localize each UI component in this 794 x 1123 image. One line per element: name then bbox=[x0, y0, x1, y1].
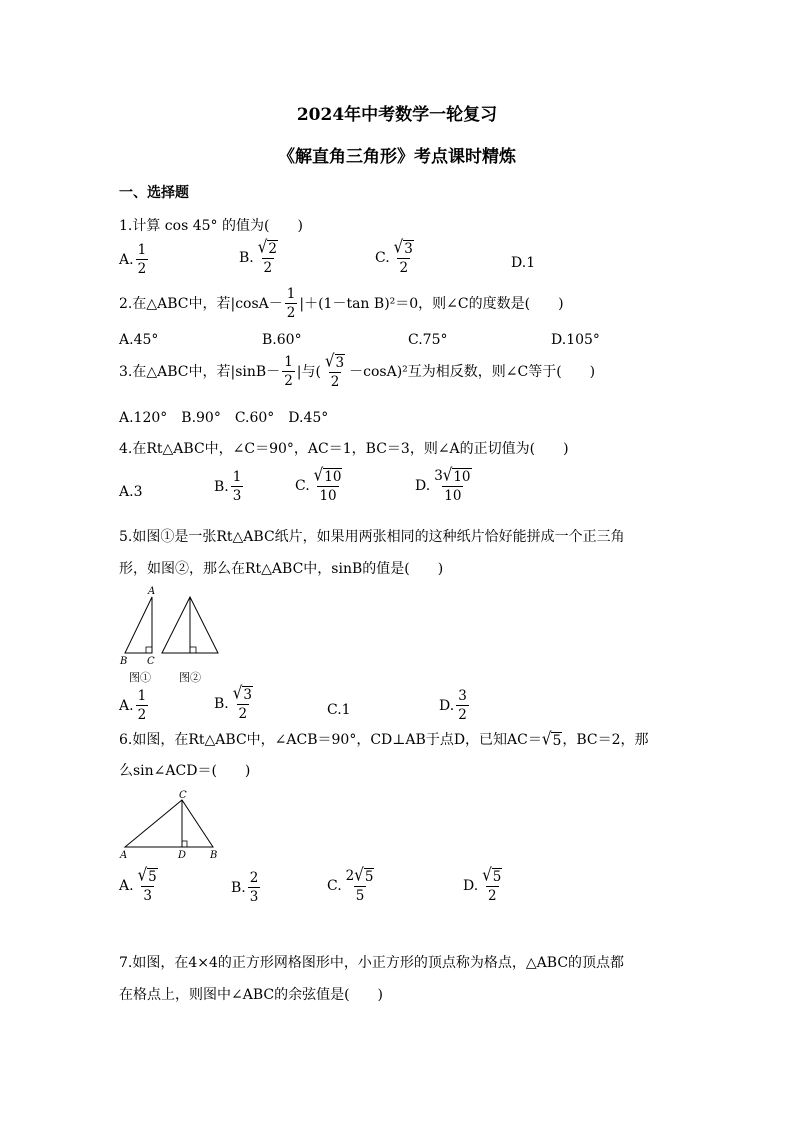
numerator: 1 bbox=[286, 286, 296, 302]
question-7-stem-line1: 7.如图，在4×4的正方形网格图形中，小正方形的顶点称为格点，△ABC的顶点都 bbox=[119, 955, 625, 971]
option-label: A. bbox=[119, 484, 134, 500]
stem-part: ，BC＝2，那 bbox=[562, 732, 649, 749]
option-label: D. bbox=[463, 877, 479, 894]
option-label: C. bbox=[327, 877, 342, 894]
question-4-option-c bbox=[295, 464, 346, 505]
figure-label-b: B bbox=[210, 850, 218, 861]
option-fraction bbox=[312, 464, 345, 505]
stem-fraction bbox=[285, 287, 298, 320]
radicand: 5 bbox=[364, 869, 374, 885]
denominator: 10 bbox=[319, 488, 337, 505]
question-1-stem: 1.计算 cos 45° 的值为( ) bbox=[119, 218, 303, 234]
question-6-stem-line1 bbox=[119, 728, 649, 750]
stem-fraction bbox=[282, 355, 295, 388]
numerator: √ 3 bbox=[324, 350, 345, 372]
question-6-option-b bbox=[231, 871, 262, 904]
numerator: 3 bbox=[458, 688, 467, 704]
denominator: 3 bbox=[143, 888, 152, 905]
question-4-option-b bbox=[214, 470, 245, 503]
coefficient: 3 bbox=[434, 468, 443, 484]
numerator: √ 3 bbox=[393, 236, 413, 258]
figure-label-a: A bbox=[120, 850, 128, 861]
option-label: D. bbox=[415, 477, 431, 494]
option-text: 45° bbox=[133, 332, 159, 348]
option-fraction bbox=[136, 243, 149, 276]
option-fraction bbox=[136, 689, 149, 722]
option-label: A. bbox=[119, 877, 134, 894]
question-3-stem bbox=[119, 350, 596, 391]
stem-part: 3.在△ABC中，若|sinB－ bbox=[119, 363, 281, 380]
denominator: 2 bbox=[458, 707, 467, 724]
question-4-stem: 4.在Rt△ABC中，∠C＝90°，AC＝1，BC＝3，则∠A的正切值为( ) bbox=[119, 441, 569, 457]
question-5-option-a bbox=[119, 689, 150, 722]
denominator: 2 bbox=[137, 261, 147, 278]
numerator: √ 5 bbox=[137, 864, 157, 886]
numerator: 1 bbox=[137, 688, 147, 704]
numerator: 3 √ 10 bbox=[434, 464, 471, 486]
question-6-option-c bbox=[327, 864, 378, 905]
question-6-option-d bbox=[463, 864, 506, 905]
option-label: B. bbox=[231, 879, 246, 896]
question-1-option-c bbox=[375, 236, 418, 277]
option-fraction bbox=[432, 464, 473, 505]
question-1-option-a bbox=[119, 243, 150, 276]
numerator: √ 2 bbox=[257, 236, 277, 258]
denominator: 3 bbox=[232, 488, 242, 505]
question-6-option-a bbox=[119, 864, 162, 905]
option-label: B. bbox=[214, 695, 229, 712]
option-text: 75° bbox=[422, 332, 448, 348]
denominator: 10 bbox=[444, 488, 462, 505]
option-fraction bbox=[231, 682, 255, 723]
question-5-figure bbox=[115, 585, 225, 685]
question-7-stem-line2: 在格点上，则图中∠ABC的余弦值是( ) bbox=[119, 987, 384, 1003]
option-text: 105° bbox=[566, 332, 600, 348]
question-2-option-b bbox=[262, 333, 302, 347]
question-1-option-d bbox=[511, 256, 535, 270]
option-label: C. bbox=[408, 332, 423, 348]
numerator: √ 5 bbox=[482, 864, 502, 886]
denominator: 2 bbox=[330, 374, 340, 391]
question-6-figure bbox=[115, 787, 225, 862]
question-1-option-b bbox=[239, 236, 282, 277]
question-3-options: A.120° B.90° C.60° D.45° bbox=[119, 410, 329, 426]
option-text: 1 bbox=[341, 702, 351, 718]
stem-part: －cosA)²互为相反数，则∠C等于( ) bbox=[349, 363, 596, 380]
stem-part: |与( bbox=[296, 363, 321, 380]
option-label: C. bbox=[327, 702, 342, 718]
denominator: 2 bbox=[286, 305, 296, 322]
question-6-stem-line2: 么sin∠ACD＝( ) bbox=[119, 763, 251, 779]
question-5-option-c bbox=[327, 703, 351, 717]
option-label: C. bbox=[375, 249, 390, 266]
radicand: 3 bbox=[335, 355, 345, 371]
option-label: B. bbox=[214, 478, 229, 495]
question-2-stem bbox=[119, 287, 564, 320]
stem-part: 2.在△ABC中，若|cosA－ bbox=[119, 295, 283, 312]
option-fraction bbox=[456, 689, 469, 722]
radicand: 10 bbox=[453, 469, 471, 485]
numerator: 1 bbox=[137, 242, 147, 258]
stem-fraction bbox=[323, 350, 347, 391]
figure-caption-2: 图② bbox=[179, 671, 201, 684]
radicand: 5 bbox=[552, 733, 562, 749]
option-fraction bbox=[231, 470, 244, 503]
option-label: D. bbox=[439, 697, 455, 714]
stem-part: |＋(1－tan B)²＝0，则∠C的度数是( ) bbox=[299, 295, 564, 312]
stem-part: 6.如图，在Rt△ABC中，∠ACB＝90°，CD⊥AB于点D，已知AC＝ bbox=[119, 732, 542, 749]
radicand: 3 bbox=[243, 687, 252, 703]
option-label: B. bbox=[239, 249, 254, 266]
question-5-stem-line1: 5.如图①是一张Rt△ABC纸片，如果用两张相同的这种纸片恰好能拼成一个正三角 bbox=[119, 529, 625, 545]
numerator: 2 √ 5 bbox=[345, 864, 374, 886]
option-fraction bbox=[136, 864, 160, 905]
denominator: 2 bbox=[238, 706, 248, 723]
question-4-option-d bbox=[415, 464, 476, 505]
figure-label-c: C bbox=[179, 790, 187, 801]
figure-label-b: B bbox=[120, 656, 128, 667]
option-label: D. bbox=[551, 332, 567, 348]
question-2-option-a bbox=[119, 333, 158, 347]
option-fraction bbox=[344, 864, 377, 905]
numerator: 1 bbox=[284, 354, 293, 370]
question-5-option-b bbox=[214, 682, 257, 723]
option-fraction bbox=[480, 864, 504, 905]
option-label: A. bbox=[119, 251, 134, 268]
option-label: A. bbox=[119, 332, 134, 348]
stem-sqrt: √ 5 bbox=[541, 728, 562, 750]
radicand: 3 bbox=[404, 241, 413, 257]
figure-label-d: D bbox=[178, 850, 187, 861]
figure-label-c: C bbox=[147, 656, 155, 667]
figure-label-a: A bbox=[148, 586, 156, 597]
option-label: D. bbox=[511, 255, 527, 271]
numerator: 1 bbox=[232, 469, 242, 485]
document-title: 2024年中考数学一轮复习 bbox=[296, 105, 498, 125]
question-5-option-d bbox=[439, 689, 471, 722]
option-fraction bbox=[392, 236, 416, 277]
denominator: 2 bbox=[263, 260, 273, 277]
denominator: 2 bbox=[284, 373, 293, 390]
option-text: 60° bbox=[276, 332, 302, 348]
denominator: 2 bbox=[137, 707, 147, 724]
radicand: 10 bbox=[324, 469, 342, 485]
denominator: 3 bbox=[249, 889, 259, 906]
figure-caption-1: 图① bbox=[129, 671, 151, 684]
denominator: 2 bbox=[399, 260, 409, 277]
radicand: 5 bbox=[492, 869, 502, 885]
radicand: 5 bbox=[148, 869, 157, 885]
question-5-stem-line2: 形，如图②，那么在Rt△ABC中，sinB的值是( ) bbox=[119, 561, 444, 577]
numerator: 2 bbox=[249, 870, 259, 886]
radicand: 2 bbox=[268, 241, 277, 257]
option-fraction bbox=[256, 236, 280, 277]
numerator: √ 3 bbox=[232, 682, 252, 704]
denominator: 2 bbox=[487, 888, 497, 905]
coefficient: 2 bbox=[345, 868, 355, 884]
question-2-option-c bbox=[408, 333, 448, 347]
option-label: B. bbox=[262, 332, 277, 348]
option-label: C. bbox=[295, 477, 310, 494]
denominator: 5 bbox=[355, 888, 365, 905]
option-fraction bbox=[248, 871, 261, 904]
numerator: √ 10 bbox=[313, 464, 342, 486]
question-4-option-a bbox=[119, 485, 142, 499]
option-label: A. bbox=[119, 697, 134, 714]
question-2-option-d bbox=[551, 333, 600, 347]
option-text: 1 bbox=[526, 255, 536, 271]
option-text: 3 bbox=[133, 484, 143, 500]
section-heading: 一、选择题 bbox=[119, 185, 189, 201]
document-subtitle: 《解直角三角形》考点课时精炼 bbox=[278, 147, 516, 167]
